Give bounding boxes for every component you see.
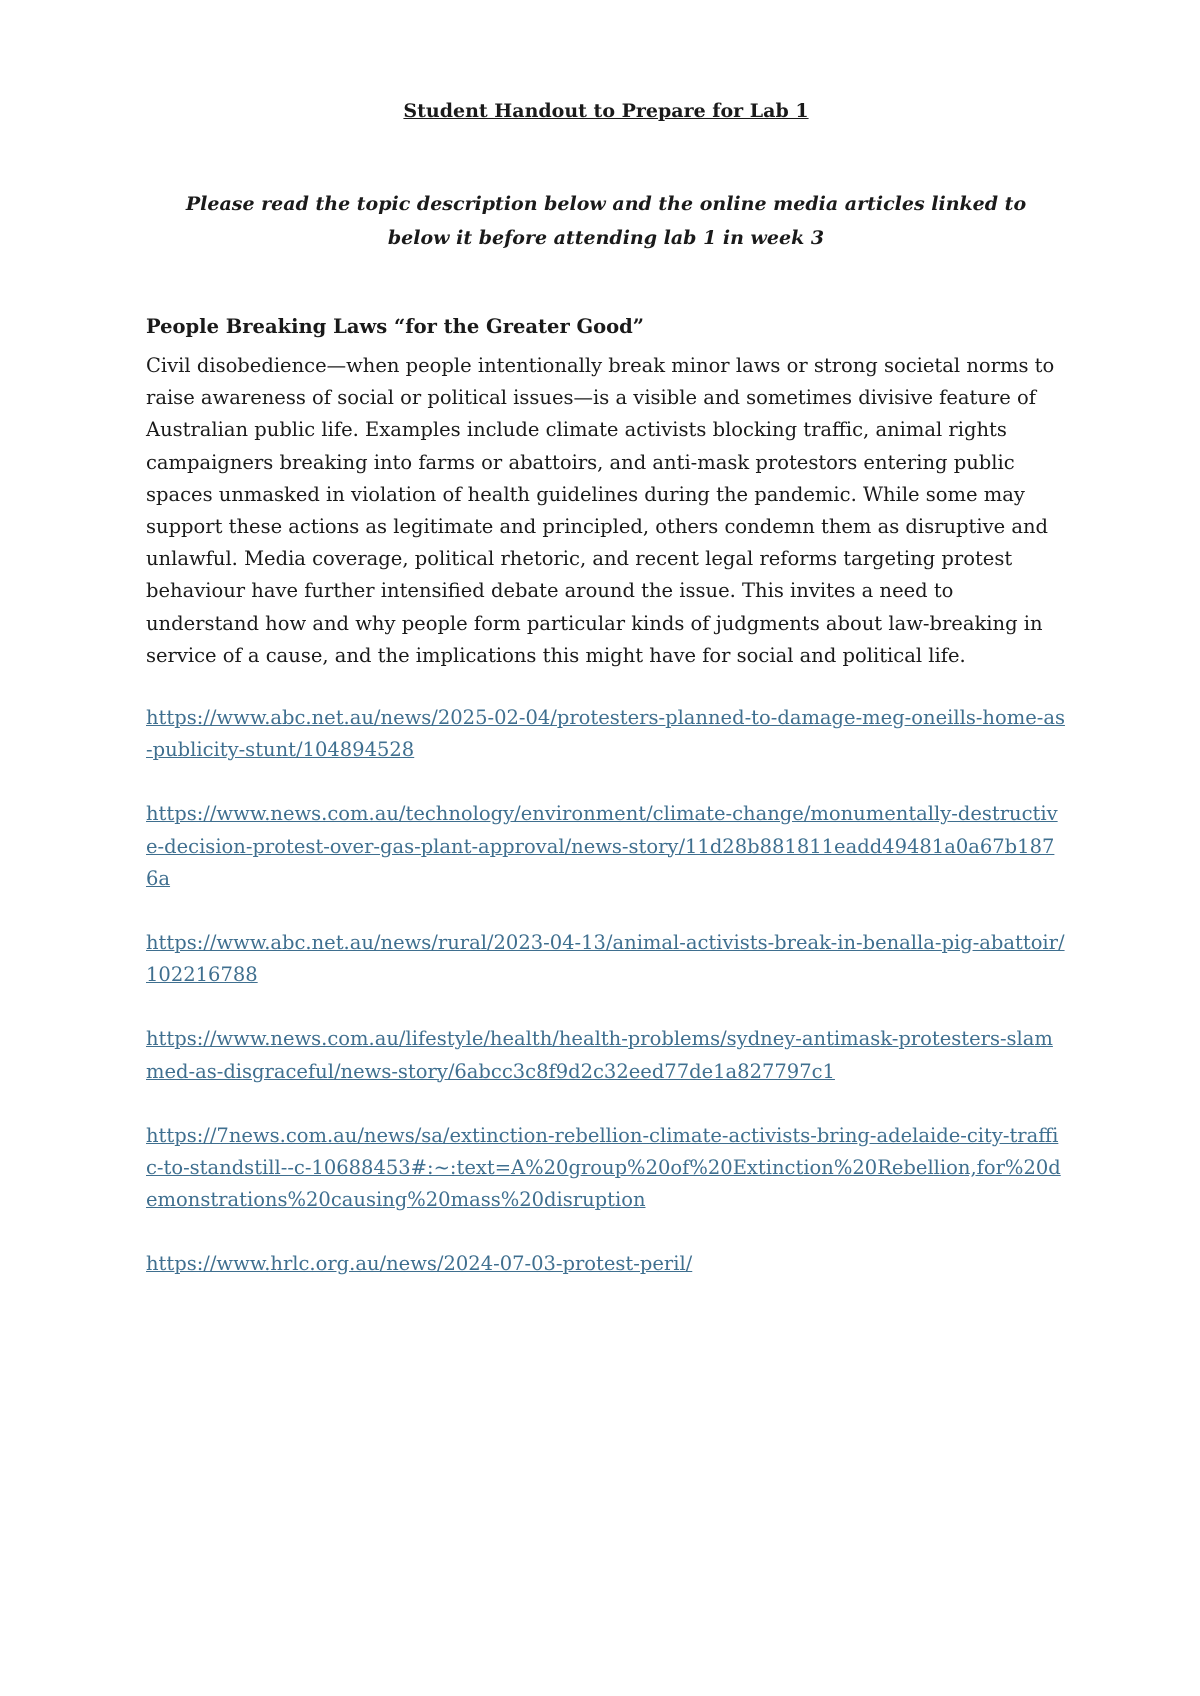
intro-instructions: Please read the topic description below and the online media articles linked to below it before attending lab 1 in week 3 <box>185 192 1027 249</box>
topic-description: Civil disobedience—when people intentionally break minor laws or strong societal norms to raise awareness of social or political issues—is a visible and sometimes divisive feature of Australian public life. Examples include climate activists blocking traffic, animal rights campaigners breaking into farms or abattoirs, and anti-mask protestors entering public spaces unmasked in violation of health guidelines during the pandemic. While some may support these actions as legitimate and principled, others condemn them as disruptive and unlawful. Media coverage, political rhetoric, and recent legal reforms targeting protest behaviour have further intensified debate around the issue. This invites a need to understand how and why people form particular kinds of judgments about law-breaking in service of a cause, and the implications this might have for social and political life. <box>146 353 1055 667</box>
article-link-6[interactable]: https://www.hrlc.org.au/news/2024-07-03-protest-peril/ <box>146 1252 693 1276</box>
section-heading: People Breaking Laws “for the Greater Good” <box>146 314 645 338</box>
article-link-2[interactable]: https://www.news.com.au/technology/environment/climate-change/monumentally-destructive-decision-protest-over-gas-plant-approval/news-story/11d28b881811eadd49481a0a67b1876a <box>146 802 1058 890</box>
document-page <box>146 98 1066 1313</box>
page-title: Student Handout to Prepare for Lab 1 <box>403 100 809 122</box>
article-links <box>146 702 1066 1281</box>
article-link-5[interactable]: https://7news.com.au/news/sa/extinction-rebellion-climate-activists-bring-adelaide-city-traffic-to-standstill--c-10688453#:~:text=A%20group%20of%20Extinction%20Rebellion,for%20demonstrations%20causing%20mass%20disruption <box>146 1123 1061 1212</box>
article-link-4[interactable]: https://www.news.com.au/lifestyle/health/health-problems/sydney-antimask-protesters-slammed-as-disgraceful/news-story/6abcc3c8f9d2c32eed77de1a827797c1 <box>146 1027 1053 1083</box>
article-link-1[interactable]: https://www.abc.net.au/news/2025-02-04/protesters-planned-to-damage-meg-oneills-home-as-publicity-stunt/104894528 <box>146 705 1065 762</box>
article-link-3[interactable]: https://www.abc.net.au/news/rural/2023-04-13/animal-activists-break-in-benalla-pig-abattoir/102216788 <box>146 930 1065 987</box>
